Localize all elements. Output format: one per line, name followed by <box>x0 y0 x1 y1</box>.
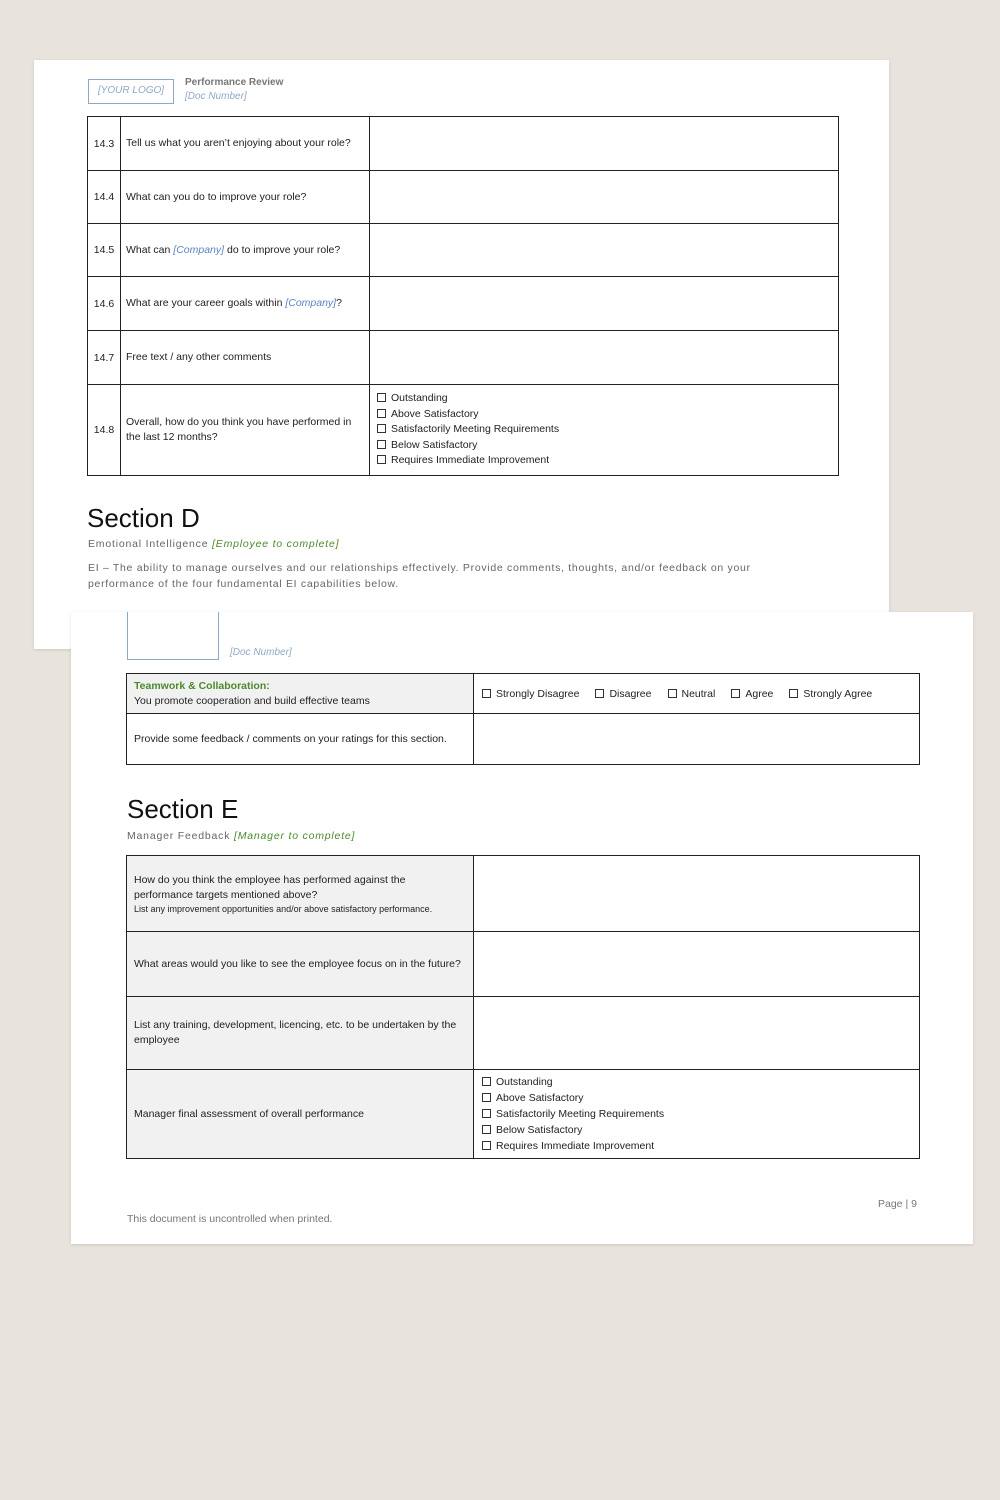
question-text-post: ? <box>336 297 342 309</box>
checkbox-icon[interactable] <box>731 689 740 698</box>
checkbox-icon[interactable] <box>482 1077 491 1086</box>
table-row <box>127 674 920 714</box>
row-number: 14.3 <box>88 117 121 171</box>
row-number: 14.5 <box>88 224 121 277</box>
doc-title: Performance Review <box>185 77 284 88</box>
subtitle-hint: [Manager to complete] <box>234 830 356 842</box>
rating-options <box>474 1070 920 1159</box>
option-label: Above Satisfactory <box>391 407 479 420</box>
section-title: Section E <box>127 794 239 824</box>
question-text <box>127 856 474 932</box>
question-text: Manager final assessment of overall performance <box>127 1070 474 1159</box>
table-row <box>88 331 839 385</box>
logo-placeholder <box>127 612 219 660</box>
question-text: List any training, development, licencing, etc. to be undertaken by the employee <box>127 997 474 1070</box>
row-number: 14.7 <box>88 331 121 385</box>
subtitle-hint: [Employee to complete] <box>212 538 340 550</box>
answer-field[interactable] <box>474 856 920 932</box>
section-description: EI – The ability to manage ourselves and our relationships effectively. Provide comments, thoughts, and/or feedback on your performance of the four fundamental EI capabilities below. <box>88 562 751 590</box>
option-label: Agree <box>745 687 774 700</box>
answer-field[interactable] <box>370 171 839 224</box>
questions-table <box>87 116 839 476</box>
option-label: Satisfactorily Meeting Requirements <box>496 1108 665 1120</box>
table-row <box>88 117 839 171</box>
checkbox-icon[interactable] <box>482 1093 491 1102</box>
question-main: How do you think the employee has performed against the performance targets mentioned above? <box>134 873 406 901</box>
document-page-9 <box>71 612 973 1244</box>
feedback-prompt: Provide some feedback / comments on your ratings for this section. <box>127 714 474 765</box>
row-number: 14.8 <box>88 385 121 476</box>
checkbox-icon[interactable] <box>482 1109 491 1118</box>
checkbox-icon[interactable] <box>377 440 386 449</box>
question-note: List any improvement opportunities and/or above satisfactory performance. <box>134 903 433 914</box>
rating-option[interactable] <box>377 453 831 469</box>
checkbox-icon[interactable] <box>377 424 386 433</box>
doc-number: [Doc Number] <box>230 647 292 658</box>
table-row <box>127 1070 920 1159</box>
row-number: 14.4 <box>88 171 121 224</box>
question-text <box>121 277 370 331</box>
row-number: 14.6 <box>88 277 121 331</box>
question-text-pre: What can <box>126 243 174 256</box>
table-row <box>88 385 839 476</box>
option-label: Requires Immediate Improvement <box>391 454 550 467</box>
scale-option[interactable] <box>482 688 579 700</box>
checkbox-icon[interactable] <box>377 455 386 464</box>
footer-note: This document is uncontrolled when printed. <box>127 1213 333 1225</box>
answer-field[interactable] <box>370 277 839 331</box>
checkbox-icon[interactable] <box>789 689 798 698</box>
table-row <box>127 714 920 765</box>
table-row <box>88 277 839 331</box>
rating-option[interactable] <box>377 407 831 423</box>
question-text <box>121 224 370 277</box>
rating-option[interactable] <box>482 1122 911 1138</box>
competency-text: You promote cooperation and build effective teams <box>134 694 370 707</box>
rating-option[interactable] <box>482 1138 911 1154</box>
checkbox-icon[interactable] <box>482 689 491 698</box>
question-text-pre: What are your career goals within <box>126 297 286 309</box>
company-placeholder: [Company] <box>285 297 337 309</box>
doc-number: [Doc Number] <box>185 91 247 102</box>
checkbox-icon[interactable] <box>482 1141 491 1150</box>
answer-field[interactable] <box>370 117 839 171</box>
option-label: Outstanding <box>391 392 448 405</box>
checkbox-icon[interactable] <box>595 689 604 698</box>
scale-option[interactable] <box>789 688 872 700</box>
checkbox-icon[interactable] <box>377 409 386 418</box>
option-label: Strongly Disagree <box>496 687 580 700</box>
feedback-field[interactable] <box>474 714 920 765</box>
question-text: Overall, how do you think you have performed in the last 12 months? <box>121 385 370 476</box>
scale-option[interactable] <box>668 688 716 700</box>
table-row <box>88 171 839 224</box>
rating-options <box>370 385 839 476</box>
rating-option[interactable] <box>482 1106 911 1122</box>
question-text: What can you do to improve your role? <box>121 171 370 224</box>
section-subtitle <box>127 830 355 842</box>
checkbox-icon[interactable] <box>482 1125 491 1134</box>
competency-heading: Teamwork & Collaboration: <box>134 679 270 692</box>
option-label: Below Satisfactory <box>496 1124 583 1136</box>
option-label: Satisfactorily Meeting Requirements <box>391 423 560 436</box>
answer-field[interactable] <box>474 997 920 1070</box>
competency-cell <box>127 674 474 714</box>
manager-feedback-table <box>126 855 920 1159</box>
question-text: Tell us what you aren’t enjoying about your role? <box>121 117 370 171</box>
agreement-scale <box>474 674 920 714</box>
table-row <box>88 224 839 277</box>
option-label: Outstanding <box>496 1076 553 1088</box>
document-page-6 <box>34 60 889 649</box>
teamwork-table <box>126 673 920 765</box>
answer-field[interactable] <box>370 224 839 277</box>
scale-option[interactable] <box>731 688 773 700</box>
answer-field[interactable] <box>474 932 920 997</box>
company-placeholder: [Company] <box>173 243 225 256</box>
option-label: Above Satisfactory <box>496 1092 584 1104</box>
option-label: Strongly Agree <box>803 687 873 700</box>
table-row <box>127 856 920 932</box>
answer-field[interactable] <box>370 331 839 385</box>
checkbox-icon[interactable] <box>668 689 677 698</box>
checkbox-icon[interactable] <box>377 393 386 402</box>
rating-option[interactable] <box>482 1074 911 1090</box>
rating-option[interactable] <box>377 391 831 407</box>
table-row <box>127 932 920 997</box>
question-text: What areas would you like to see the employee focus on in the future? <box>127 932 474 997</box>
option-label: Requires Immediate Improvement <box>496 1140 655 1152</box>
rating-option[interactable] <box>377 422 831 438</box>
option-label: Neutral <box>681 687 716 700</box>
page-number: Page | 9 <box>878 1198 917 1210</box>
rating-option[interactable] <box>377 438 831 454</box>
table-row <box>127 997 920 1070</box>
question-text-post: do to improve your role? <box>224 243 341 256</box>
option-label: Disagree <box>609 687 652 700</box>
section-title: Section D <box>87 503 200 533</box>
question-text: Free text / any other comments <box>121 331 370 385</box>
rating-option[interactable] <box>482 1090 911 1106</box>
option-label: Below Satisfactory <box>391 438 478 451</box>
scale-option[interactable] <box>595 688 651 700</box>
logo-placeholder: [YOUR LOGO] <box>88 79 174 104</box>
section-subtitle <box>88 538 339 550</box>
subtitle-text: Emotional Intelligence <box>88 538 209 550</box>
subtitle-text: Manager Feedback <box>127 830 231 842</box>
